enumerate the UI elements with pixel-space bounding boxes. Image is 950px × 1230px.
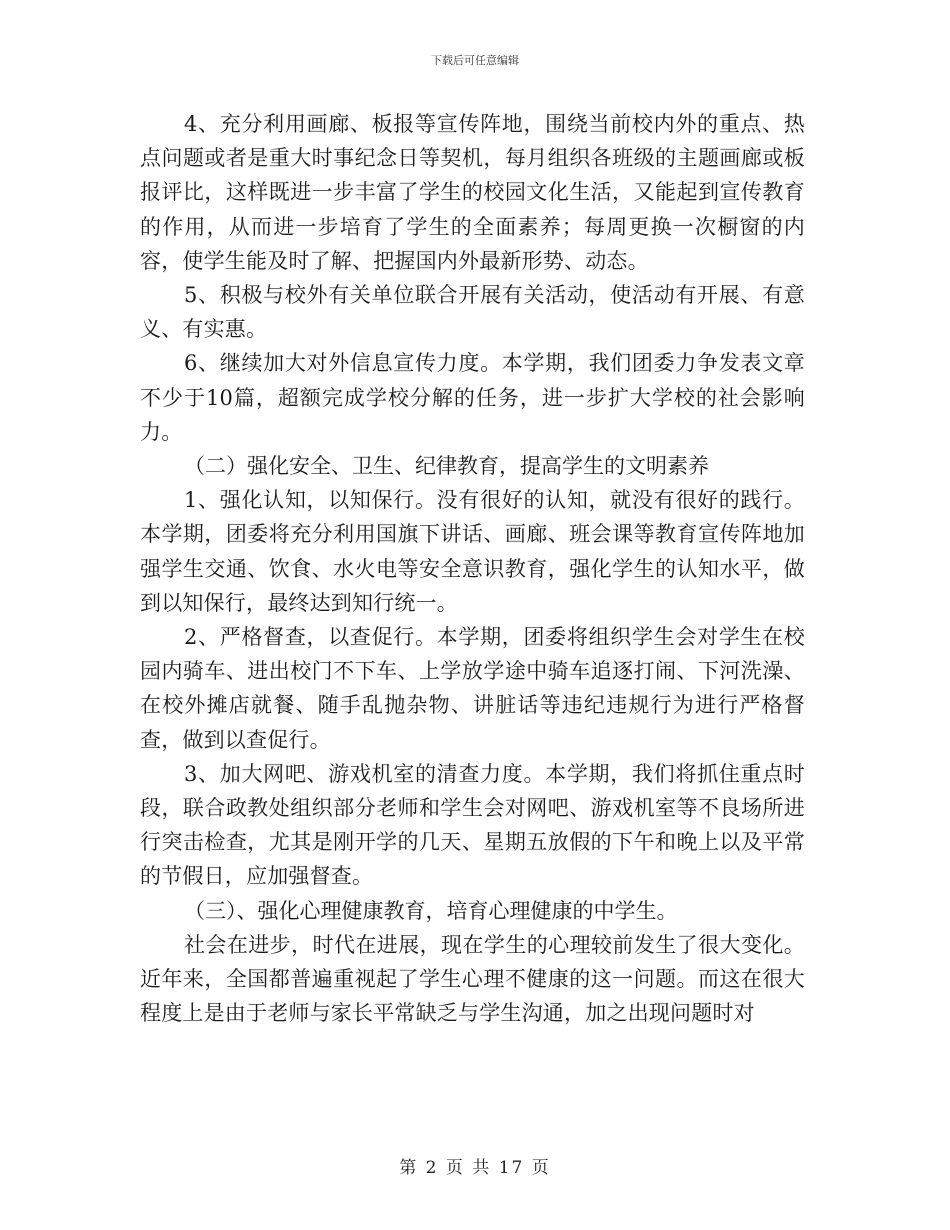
paragraph-item-2: 2、严格督查，以查促行。本学期，团委将组织学生会对学生在校园内骑车、进出校门不下车、上学放学途中骑车追逐打闹、下河洗澡、在校外摊店就餐、随手乱抛杂物、讲脏话等违纪违规行为进行严格督查，做到以查促行。: [140, 625, 805, 752]
paragraph-item-4: 4、充分利用画廊、板报等宣传阵地，围绕当前校内外的重点、热点问题或者是重大时事纪念日等契机，每月组织各班级的主题画廊或板报评比，这样既进一步丰富了学生的校园文化生活，又能起到宣传教育的作用，从而进一步培育了学生的全面素养；每周更换一次橱窗的内容，使学生能及时了解、把握国内外最新形势、动态。: [140, 112, 805, 273]
paragraph-psychology: 社会在进步，时代在进展，现在学生的心理较前发生了很大变化。近年来，全国都普遍重视起了学生心理不健康的这一问题。而这在很大程度上是由于老师与家长平常缺乏与学生沟通，加之出现问题时对: [140, 932, 805, 1026]
page-footer: 第 2 页 共 17 页: [399, 1158, 551, 1178]
section-heading-3: （三）、强化心理健康教育，培育心理健康的中学生。: [184, 898, 678, 923]
paragraph-item-6: 6、继续加大对外信息宣传力度。本学期，我们团委力争发表文章不少于10篇，超额完成学校分解的任务，进一步扩大学校的社会影响力。: [140, 351, 805, 444]
section-heading-2: （二）强化安全、卫生、纪律教育，提高学生的文明素养: [184, 454, 709, 479]
paragraph-item-5: 5、积极与校外有关单位联合开展有关活动，使活动有开展、有意义、有实惠。: [140, 283, 805, 342]
page-header: 下载后可任意编辑: [431, 54, 519, 67]
document-body: [140, 107, 805, 1030]
paragraph-item-1: 1、强化认知，以知保行。没有很好的认知，就没有很好的践行。本学期，团委将充分利用国旗下讲话、画廊、班会课等教育宣传阵地加强学生交通、饮食、水火电等安全意识教育，强化学生的认知水平，做到以知保行，最终达到知行统一。: [140, 488, 805, 615]
paragraph-item-3: 3、加大网吧、游戏机室的清查力度。本学期，我们将抓住重点时段，联合政教处组织部分老师和学生会对网吧、游戏机室等不良场所进行突击检查，尤其是刚开学的几天、星期五放假的下午和晚上以及平常的节假日，应加强督查。: [140, 761, 805, 889]
